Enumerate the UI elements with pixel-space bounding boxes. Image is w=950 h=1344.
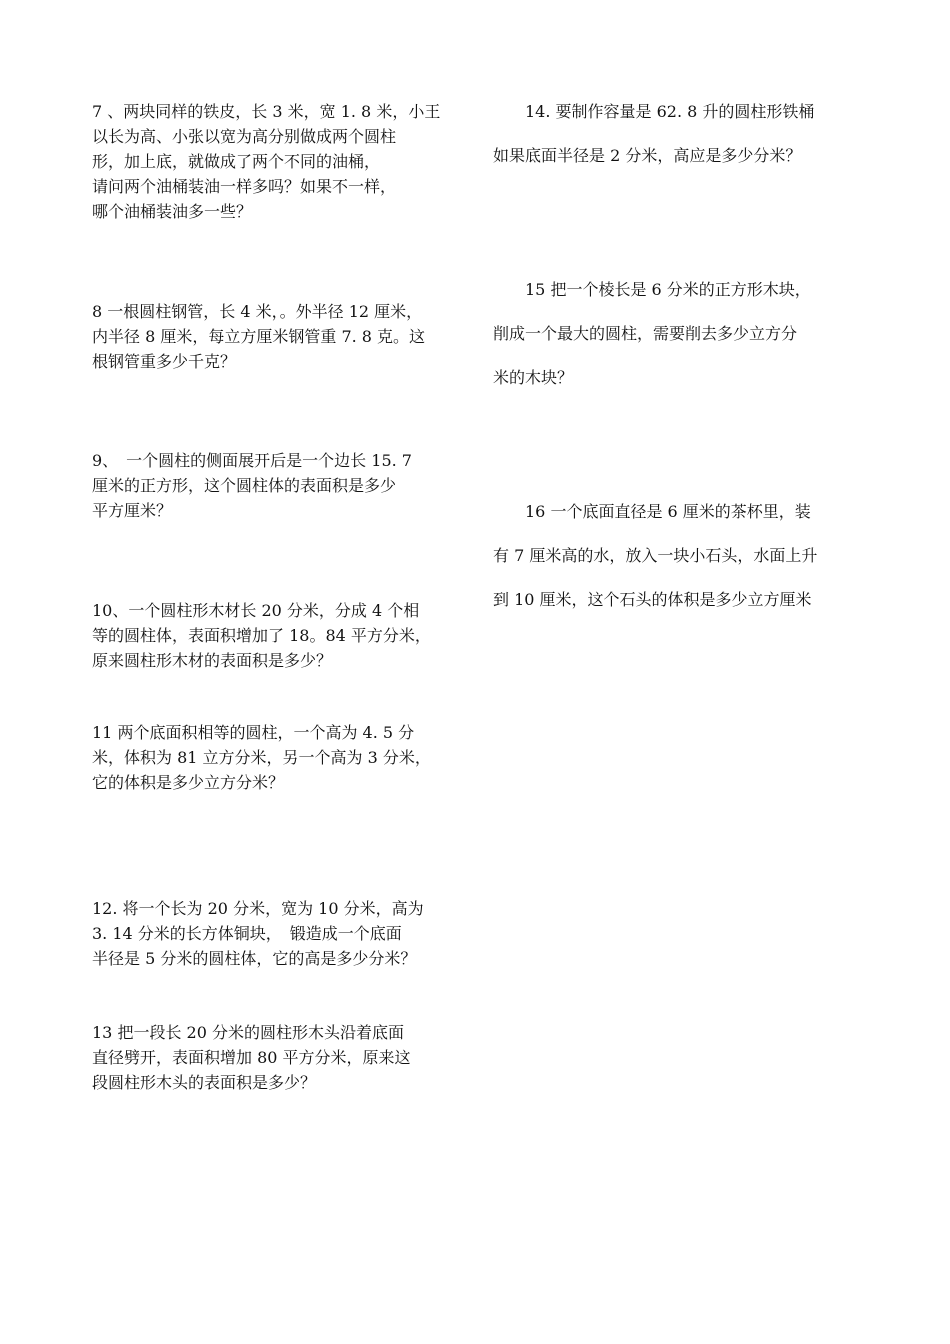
problem-line: 14. 要制作容量是 62. 8 升的圆柱形铁桶	[493, 102, 815, 121]
problem-line: 有 7 厘米高的水，放入一块小石头，水面上升	[493, 546, 818, 565]
problem-line: 内半径 8 厘米，每立方厘米钢管重 7. 8 克。这	[92, 327, 426, 346]
problem-line: 10、一个圆柱形木材长 20 分米，分成 4 个相	[92, 601, 420, 620]
problem-12	[92, 896, 472, 971]
problem-line: 米，体积为 81 立方分米，另一个高为 3 分米，	[92, 748, 431, 767]
problem-line: 等的圆柱体，表面积增加了 18。84 平方分米，	[92, 626, 431, 645]
problem-line: 哪个油桶装油多一些？	[92, 202, 253, 221]
problem-line: 13 把一段长 20 分米的圆柱形木头沿着底面	[92, 1023, 404, 1042]
problem-16	[493, 490, 868, 622]
problem-line: 12. 将一个长为 20 分米，宽为 10 分米，高为	[92, 899, 424, 918]
problem-line: 15 把一个棱长是 6 分米的正方形木块，	[493, 280, 811, 299]
problem-line: 3. 14 分米的长方体铜块， 锻造成一个底面	[92, 924, 402, 943]
problem-line: 厘米的正方形，这个圆柱体的表面积是多少	[92, 476, 397, 495]
problem-9	[92, 448, 472, 523]
problem-line: 段圆柱形木头的表面积是多少？	[92, 1073, 317, 1092]
problem-line: 根钢管重多少千克？	[92, 352, 237, 371]
problem-line: 到 10 厘米，这个石头的体积是多少立方厘米	[493, 590, 812, 609]
problem-line: 请问两个油桶装油一样多吗？如果不一样，	[92, 177, 397, 196]
problem-line: 11 两个底面积相等的圆柱，一个高为 4. 5 分	[92, 723, 415, 742]
problem-line: 9、 一个圆柱的侧面展开后是一个边长 15. 7	[92, 451, 412, 470]
problem-11	[92, 720, 472, 795]
problem-line: 8 一根圆柱钢管，长 4 米，。外半径 12 厘米，	[92, 302, 423, 321]
problem-line: 米的木块？	[493, 368, 574, 387]
problem-line: 半径是 5 分米的圆柱体，它的高是多少分米？	[92, 949, 417, 968]
problem-14	[493, 90, 868, 178]
problem-line: 削成一个最大的圆柱，需要削去多少立方分	[493, 324, 798, 343]
problem-line: 形，加上底，就做成了两个不同的油桶，	[92, 152, 381, 171]
problem-line: 如果底面半径是 2 分米，高应是多少分米？	[493, 146, 802, 165]
problem-line: 平方厘米？	[92, 501, 173, 520]
problem-line: 直径劈开，表面积增加 80 平方分米，原来这	[92, 1048, 411, 1067]
problem-10	[92, 598, 472, 673]
problem-line: 16 一个底面直径是 6 厘米的茶杯里，装	[493, 502, 811, 521]
problem-line: 以长为高、小张以宽为高分别做成两个圆柱	[92, 127, 397, 146]
problem-line: 它的体积是多少立方分米？	[92, 773, 285, 792]
problem-line: 原来圆柱形木材的表面积是多少？	[92, 651, 333, 670]
problem-line: 7 、两块同样的铁皮，长 3 米，宽 1. 8 米，小王	[92, 102, 441, 121]
problem-13	[92, 1020, 472, 1095]
problem-7	[92, 99, 472, 224]
problem-15	[493, 268, 868, 400]
problem-8	[92, 299, 472, 374]
